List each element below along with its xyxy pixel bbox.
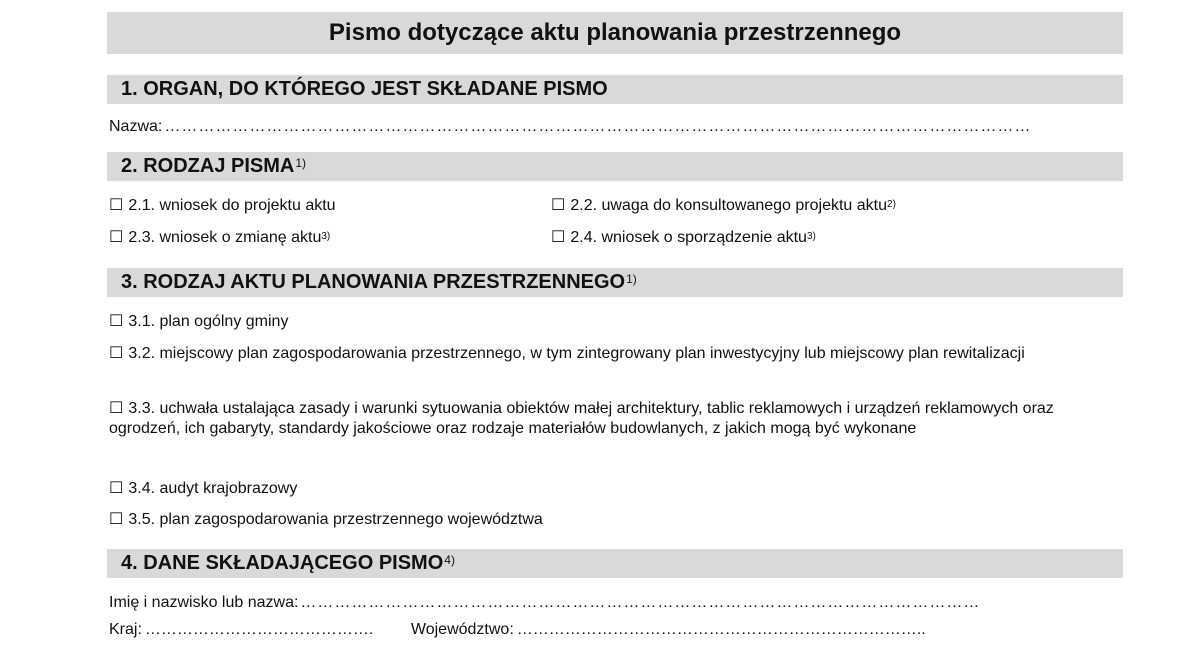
- applicant-name-label: Imię i nazwisko lub nazwa:: [109, 594, 299, 611]
- organ-name-field[interactable]: [109, 117, 1121, 137]
- option-2-4-footnote: 3): [806, 231, 816, 242]
- voivodeship-label: Województwo:: [410, 621, 514, 638]
- checkbox-icon[interactable]: ☐: [109, 400, 124, 417]
- checkbox-icon[interactable]: ☐: [109, 313, 124, 330]
- option-2-3-footnote: 3): [321, 231, 331, 242]
- checkbox-icon[interactable]: ☐: [109, 511, 124, 528]
- section-2-footnote: 1): [295, 155, 307, 170]
- option-3-4[interactable]: [109, 479, 1109, 499]
- section-3-footnote: 1): [626, 271, 637, 286]
- option-2-3[interactable]: [109, 228, 330, 250]
- option-2-4-label: 2.4. wniosek o sporządzenie aktu: [570, 229, 807, 246]
- country-dots[interactable]: …………………………………….: [144, 621, 374, 638]
- checkbox-icon[interactable]: ☐: [109, 345, 124, 362]
- checkbox-icon[interactable]: ☐: [551, 197, 566, 214]
- checkbox-icon[interactable]: ☐: [551, 229, 566, 246]
- section-3-heading: [107, 268, 1123, 297]
- option-3-5[interactable]: [109, 510, 1109, 530]
- organ-name-dots[interactable]: ………………………………………………………………………………………………………………………………………: [164, 118, 1032, 135]
- option-3-1[interactable]: [109, 312, 1109, 332]
- section-1-heading: [107, 75, 1123, 104]
- option-2-4[interactable]: [551, 228, 816, 250]
- country-label: Kraj:: [109, 621, 142, 638]
- option-2-2-footnote: 2): [887, 199, 896, 210]
- applicant-name-dots[interactable]: …………………………………………………………………………………………………………: [300, 594, 981, 611]
- option-3-3[interactable]: [109, 399, 1084, 439]
- voivodeship-dots[interactable]: …………………………………………………………………..: [516, 621, 926, 638]
- option-3-2-label: 3.2. miejscowy plan zagospodarowania przestrzennego, w tym zintegrowany plan inwestycyjny lub miejscowy plan rewitalizacji: [128, 345, 1025, 362]
- option-3-1-label: 3.1. plan ogólny gminy: [128, 313, 289, 330]
- option-3-4-label: 3.4. audyt krajobrazowy: [128, 480, 298, 497]
- section-4-heading: [107, 549, 1123, 578]
- country-voivodeship-row: [109, 620, 1121, 640]
- section-1-heading-text: 1. ORGAN, DO KTÓREGO JEST SKŁADANE PISMO: [121, 78, 608, 100]
- option-2-1[interactable]: [109, 196, 336, 216]
- option-2-3-label: 2.3. wniosek o zmianę aktu: [128, 229, 322, 246]
- option-3-3-label: 3.3. uchwała ustalająca zasady i warunki sytuowania obiektów małej architektury, tablic reklamowych i urządzeń reklamowych oraz ogrodzeń, ich gabaryty, standardy jakościowe oraz rodzaje materiałów budowlanych, z jakich mogą być wykonane: [109, 400, 1054, 437]
- organ-name-label: Nazwa:: [109, 118, 163, 135]
- applicant-name-field[interactable]: [109, 593, 1121, 613]
- option-3-2[interactable]: [109, 344, 1069, 364]
- section-4-heading-text: 4. DANE SKŁADAJĄCEGO PISMO: [121, 552, 444, 574]
- checkbox-icon[interactable]: ☐: [109, 229, 124, 246]
- option-2-2-label: 2.2. uwaga do konsultowanego projektu aktu: [570, 197, 888, 214]
- section-4-footnote: 4): [444, 552, 455, 567]
- section-2-heading: [107, 152, 1123, 181]
- document-title: Pismo dotyczące aktu planowania przestrzennego: [107, 12, 1123, 54]
- section-2-heading-text: 2. RODZAJ PISMA: [121, 155, 295, 177]
- option-2-2[interactable]: [551, 196, 896, 218]
- checkbox-icon[interactable]: ☐: [109, 197, 124, 214]
- option-2-1-label: 2.1. wniosek do projektu aktu: [128, 197, 336, 214]
- option-3-5-label: 3.5. plan zagospodarowania przestrzennego województwa: [128, 511, 543, 528]
- checkbox-icon[interactable]: ☐: [109, 480, 124, 497]
- section-3-heading-text: 3. RODZAJ AKTU PLANOWANIA PRZESTRZENNEGO: [121, 271, 626, 293]
